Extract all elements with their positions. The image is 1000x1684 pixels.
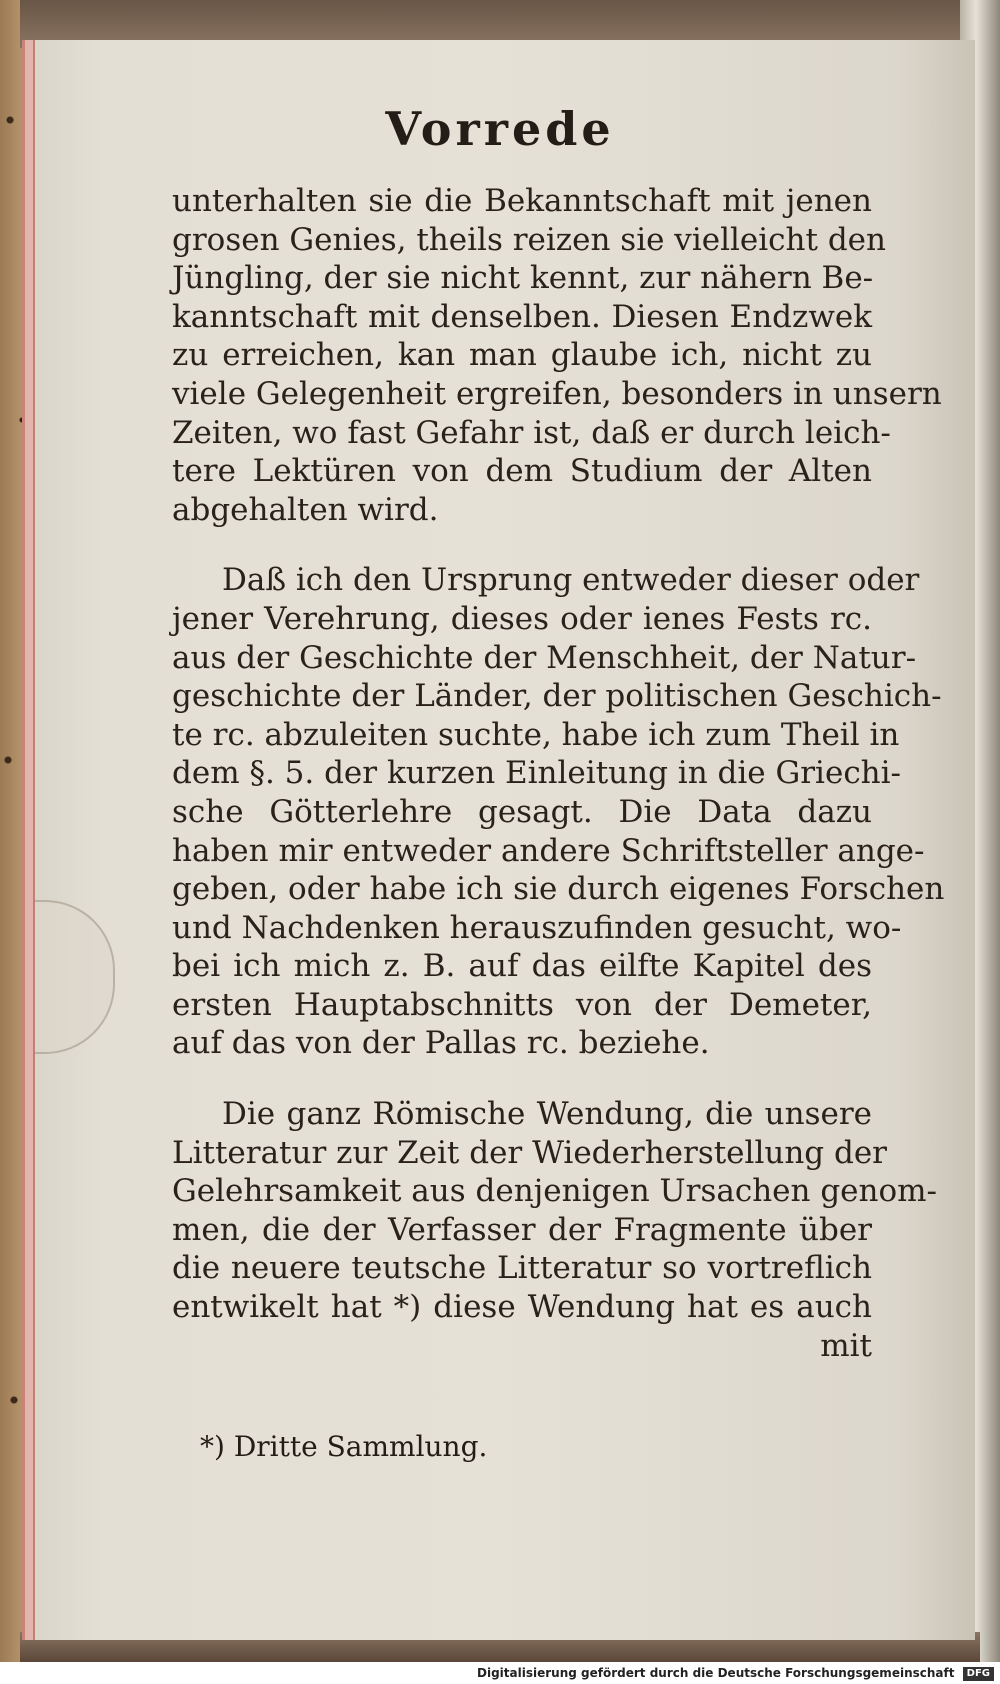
paragraph-1 (172, 182, 942, 529)
text-line: Jüngling, der sie nicht kennt, zur nähern Be- (172, 260, 874, 297)
text-line: Die ganz Römische Wendung, die unsere (222, 1096, 872, 1133)
text-line: Litteratur zur Zeit der Wiederherstellung der (172, 1134, 887, 1171)
digitization-footer (0, 1662, 1000, 1684)
page-tab (35, 900, 115, 1054)
text-line: jener Verehrung, dieses oder ienes Fests rc. (172, 600, 872, 637)
text-line: tere Lektüren von dem Studium der Alten (172, 453, 872, 490)
text-line: Gelehrsamkeit aus denjenigen Ursachen genom- (172, 1173, 938, 1210)
text-line: men, die der Verfasser der Fragmente über (172, 1211, 872, 1248)
text-line: unterhalten sie die Bekanntschaft mit jenen (172, 183, 872, 219)
text-line: und Nachdenken herauszufinden gesucht, wo- (172, 909, 902, 946)
body-text (172, 182, 945, 1397)
text-line: sche Götterlehre gesagt. Die Data dazu (172, 793, 872, 830)
footnote: *) Dritte Sammlung. (200, 1430, 488, 1463)
text-line: entwikelt hat *) diese Wendung hat es auch (172, 1289, 872, 1326)
text-line: die neuere teutsche Litteratur so vortreflich (172, 1250, 872, 1287)
text-line: geschichte der Länder, der politischen Geschich- (172, 678, 942, 715)
text-line: auf das von der Pallas rc. beziehe. (172, 1025, 710, 1062)
text-line: grosen Genies, theils reizen sie vielleicht den (172, 221, 886, 258)
dfg-logo: DFG (963, 1667, 994, 1681)
running-head: Vorrede (385, 102, 615, 156)
text-line: ersten Hauptabschnitts von der Demeter, (172, 986, 872, 1023)
text-line: viele Gelegenheit ergreifen, besonders in unsern (172, 375, 942, 412)
text-line: aus der Geschichte der Menschheit, der Natur- (172, 639, 917, 676)
text-line: bei ich mich z. B. auf das eilfte Kapitel des (172, 948, 872, 985)
text-line: abgehalten wird. (172, 491, 439, 528)
text-line: geben, oder habe ich sie durch eigenes Forschen (172, 871, 945, 908)
text-line: Zeiten, wo fast Gefahr ist, daß er durch leich- (172, 414, 891, 451)
footer-text: Digitalisierung gefördert durch die Deutsche Forschungsgemeinschaft (477, 1666, 955, 1680)
paragraph-3 (172, 1095, 938, 1365)
text-line: kanntschaft mit denselben. Diesen Endzwek (172, 298, 872, 335)
paragraph-2 (172, 561, 945, 1063)
catchword: mit (820, 1327, 872, 1364)
text-line: dem §. 5. der kurzen Einleitung in die Griechi- (172, 755, 902, 792)
text-line: te rc. abzuleiten suchte, habe ich zum Theil in (172, 716, 900, 753)
text-line: Daß ich den Ursprung entweder dieser oder (222, 562, 920, 599)
text-line: zu erreichen, kan man glaube ich, nicht zu (172, 337, 872, 374)
text-line: haben mir entweder andere Schriftsteller ange- (172, 832, 925, 869)
